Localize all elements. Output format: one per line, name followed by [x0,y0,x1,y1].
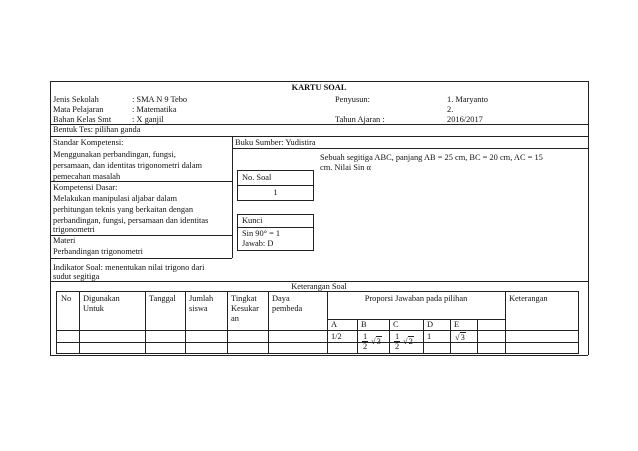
jenis-sekolah-value: : SMA N 9 Tebo [132,95,188,104]
col-line-2 [145,292,146,353]
keterangan-soal-title: Keterangan Soal [291,282,347,291]
tahun-ajaran-label: Tahun Ajaran : [335,115,385,124]
divider-kd [50,235,232,236]
kartu-soal-card [50,81,588,355]
header-daya-1: Daya [272,294,290,303]
buku-sumber: Buku Sumber: Yudistira [235,138,316,147]
standar-kompetensi-line1: Menggunakan perbandingan, fungsi, [53,150,176,159]
option-b: B [361,320,367,329]
answer-c-denominator: 2 [395,342,400,351]
answer-b-fraction [362,332,368,351]
col-line-8 [389,319,390,353]
kompetensi-dasar-line1: Melakukan manipulasi aljabar dalam [53,194,177,203]
kunci-line2: Jawab: D [242,239,274,248]
soal-line2: cm. Nilai Sin α [320,163,371,172]
bentuk-tes: Bentuk Tes: pilihan ganda [53,125,141,134]
answer-e-radicand: 3 [460,333,465,342]
keterangan-table [56,291,579,354]
divider-bentuk [50,136,588,137]
penyusun-label: Penyusun: [335,95,370,104]
header-jumlah-1: Jumlah [189,294,214,303]
answer-a: 1/2 [331,332,342,341]
answer-b-numerator: 1 [363,332,368,341]
no-soal-label: No. Soal [242,173,272,182]
border-top [50,81,588,82]
table-row-line [57,342,578,343]
header-digunakan-1: Digunakan [83,294,120,303]
header-tingkat-3: an [231,314,239,323]
kompetensi-dasar-label: Kompetensi Dasar: [53,183,118,192]
mata-pelajaran-value: : Matematika [132,105,177,114]
header-tanggal: Tanggal [149,294,176,303]
answer-c-radicand: 2 [408,337,413,346]
no-soal-divider [238,185,313,186]
kompetensi-dasar-line2: perhitungan teknis yang berkaitan dengan [53,205,194,214]
column-divider [232,136,233,258]
col-line-7 [357,319,358,353]
col-line-9 [423,319,424,353]
border-bottom [50,355,588,356]
no-soal-value: 1 [273,188,278,197]
bahan-kelas-label: Bahan Kelas Smt [53,115,112,124]
answer-b-denominator: 2 [363,342,368,351]
answer-b-radicand: 3 [376,337,381,346]
header-tingkat-2: Kesukar [231,304,259,313]
col-line-12 [505,292,506,353]
divider-sk [50,181,232,182]
penyusun-1: 1. Maryanto [447,95,488,104]
answer-c-numerator: 1 [395,332,400,341]
indikator-line2: sudut segitiga [53,272,100,281]
standar-kompetensi-line3: pemecahan masalah [53,172,121,181]
indikator-line1: Indikator Soal: menentukan nilai trigono dari [53,263,205,272]
answer-d: 1 [427,332,432,341]
option-d: D [427,320,434,329]
kompetensi-dasar-line4: trigonometri [53,225,95,234]
kunci-line1: Sin 90° = 1 [242,229,281,238]
divider-materi [50,258,232,259]
no-soal-box [237,170,314,201]
soal-line1: Sebuah segitiga ABC, panjang AB = 25 cm, BC = 20 cm, AC = 15 [320,153,543,162]
header-tingkat-1: Tingkat [231,294,257,303]
bahan-kelas-value: : X ganjil [132,115,164,124]
col-line-1 [79,292,80,353]
header-keterangan: Keterangan [509,294,548,303]
answer-e-sqrt: √3 [455,333,465,342]
col-line-10 [450,319,451,353]
answer-c-fraction [394,332,400,351]
jenis-sekolah-label: Jenis Sekolah [53,95,99,104]
header-jumlah-2: siswa [189,304,208,313]
standar-kompetensi-line2: persamaan, dan identitas trigonometri dalam [53,161,203,170]
table-header-bottom [57,330,578,331]
kunci-label: Kunci [242,216,263,225]
border-right [588,81,589,355]
kunci-box [237,214,314,251]
penyusun-2: 2. [447,105,454,114]
option-a: A [331,320,338,329]
header-no: No [61,294,72,303]
col-line-5 [268,292,269,353]
mata-pelajaran-label: Mata Pelajaran [53,105,104,114]
standar-kompetensi-label: Standar Kompetensi: [53,138,124,147]
answer-b-sqrt: √3 [371,337,381,346]
col-line-11 [477,319,478,353]
col-line-3 [185,292,186,353]
col-line-4 [227,292,228,353]
kunci-divider [238,227,313,228]
divider-buku [232,148,588,149]
answer-c-sqrt: √2 [403,337,413,346]
tahun-ajaran-value: 2016/2017 [447,115,483,124]
table-option-header-line [327,319,505,320]
header-daya-2: pembeda [272,304,303,313]
materi-label: Materi [53,236,76,245]
kompetensi-dasar-line3: perbandingan, fungsi, persamaan dan identitas [53,216,209,225]
border-left [50,81,51,355]
card-title: KARTU SOAL [291,83,347,92]
header-digunakan-2: Untuk [83,304,104,313]
materi-value: Perbandingan trigonometri [53,247,144,256]
header-proporsi: Proporsi Jawaban pada pilihan [364,294,468,303]
option-e: E [454,320,460,329]
option-c: C [393,320,399,329]
